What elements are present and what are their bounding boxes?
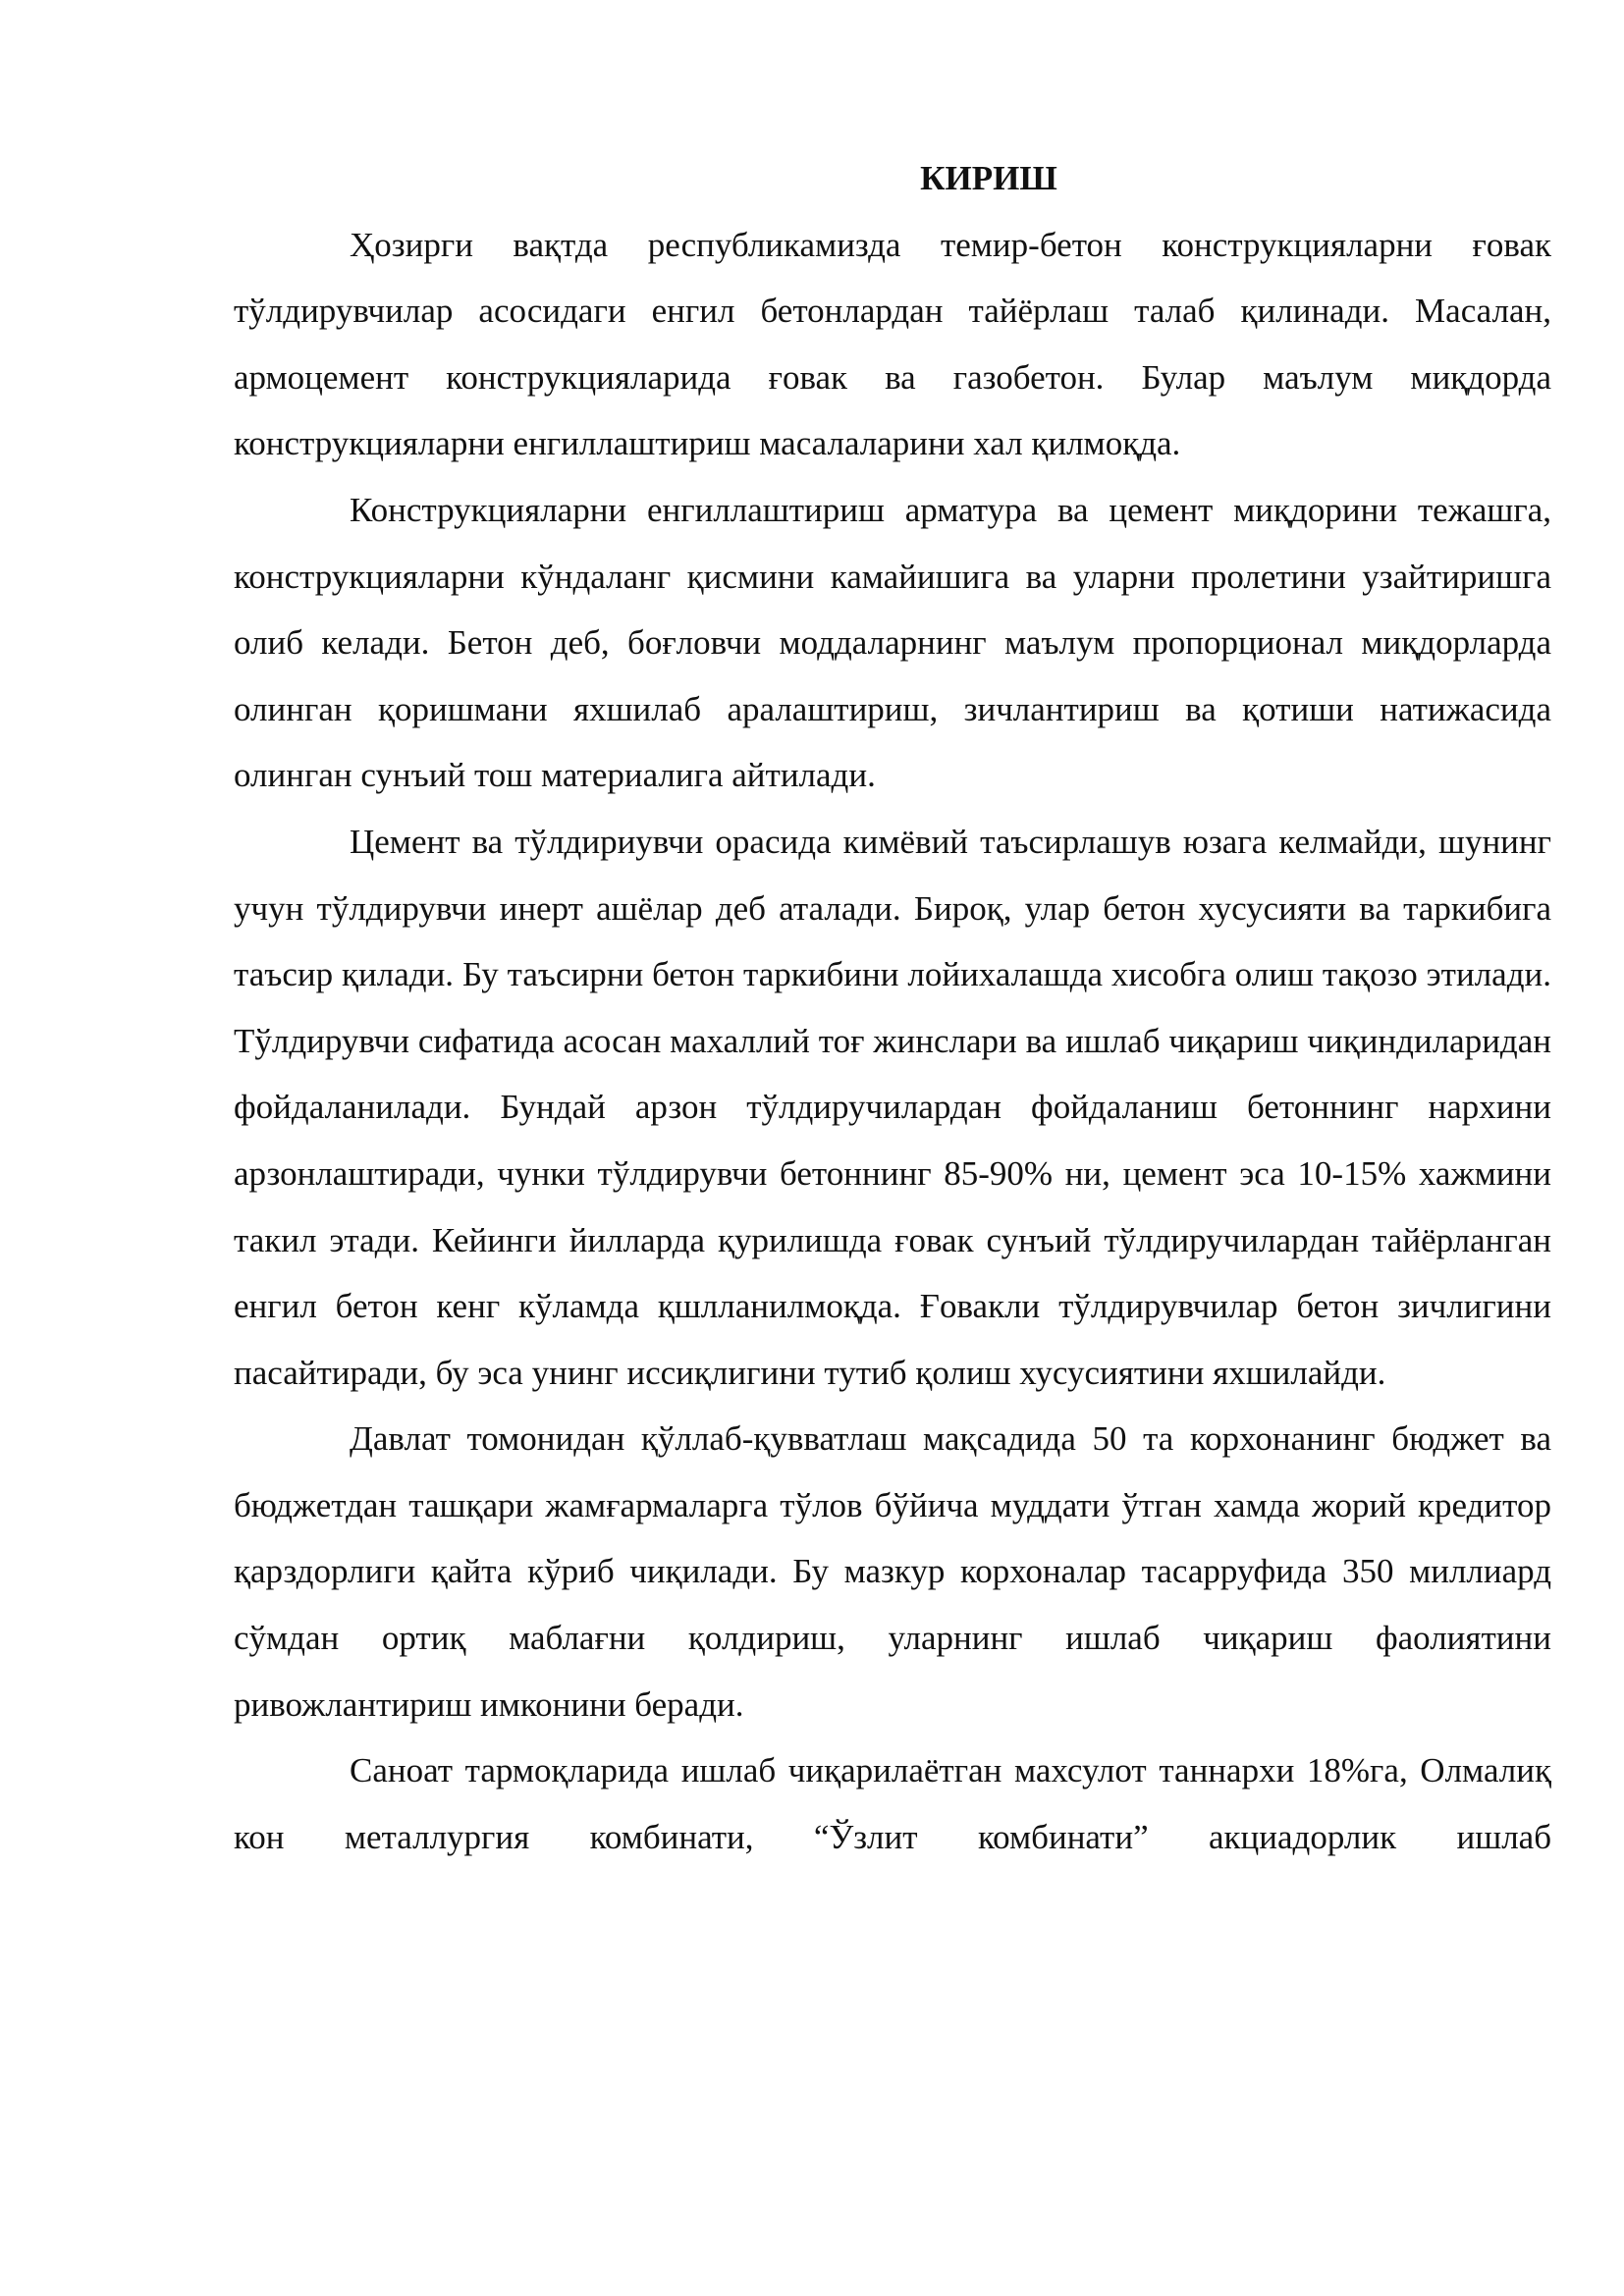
document-page [234,145,1551,1870]
paragraph-3: Цемент ва тўлдириувчи орасида кимёвий таъсирлашув юзага келмайди, шунинг учун тўлдирувчи инерт ашёлар деб аталади. Бироқ, улар бетон хусусияти ва таркибига таъсир қилади. Бу таъсирни бетон таркибини лойихалашда хисобга олиш тақозо этилади. Тўлдирувчи сифатида асосан махаллий тоғ жинслари ва ишлаб чиқариш чиқиндиларидан фойдаланилади. Бундай арзон тўлдиручилардан фойдаланиш бетоннинг нархини арзонлаштиради, чунки тўлдирувчи бетоннинг 85-90% ни, цемент эса 10-15% хажмини такил этади. Кейинги йилларда қурилишда ғовак сунъий тўлдиручилардан тайёрланган енгил бетон кенг кўламда қшлланилмоқда. Ғовакли тўлдирувчилар бетон зичлигини пасайтиради, бу эса унинг иссиқлигини тутиб қолиш хусусиятини яхшилайди. [234,822,1551,1392]
paragraph-2: Конструкцияларни енгиллаштириш арматура ва цемент миқдорини тежашга, конструкцияларни кўндаланг қисмини камайишига ва уларни пролетини узайтиришга олиб келади. Бетон деб, боғловчи моддаларнинг маълум пропорционал миқдорларда олинган қоришмани яхшилаб аралаштириш, зичлантириш ва қотиши натижасида олинган сунъий тош материалига айтилади. [234,490,1551,795]
document-title: КИРИШ [920,159,1057,197]
paragraph-4: Давлат томонидан қўллаб-қувватлаш мақсадида 50 та корхонанинг бюджет ва бюджетдан ташқари жамғармаларга тўлов бўйича муддати ўтган хамда жорий кредитор қарздорлиги қайта кўриб чиқилади. Бу мазкур корхоналар тасарруфида 350 миллиард сўмдан ортиқ маблағни қолдириш, уларнинг ишлаб чиқариш фаолиятини ривожлантириш имконини беради. [234,1419,1551,1724]
paragraph-1: Ҳозирги вақтда республикамизда темир-бетон конструкцияларни ғовак тўлдирувчилар асосидаги енгил бетонлардан тайёрлаш талаб қилинади. Масалан, армоцемент конструкцияларида ғовак ва газобетон. Булар маълум миқдорда конструкцияларни енгиллаштириш масалаларини хал қилмоқда. [234,225,1551,463]
paragraph-5: Саноат тармоқларида ишлаб чиқарилаётган махсулот таннархи 18%га, Олмалиқ кон металлургия комбинати, “Ўзлит комбинати” акциадорлик ишлаб [234,1751,1551,1856]
